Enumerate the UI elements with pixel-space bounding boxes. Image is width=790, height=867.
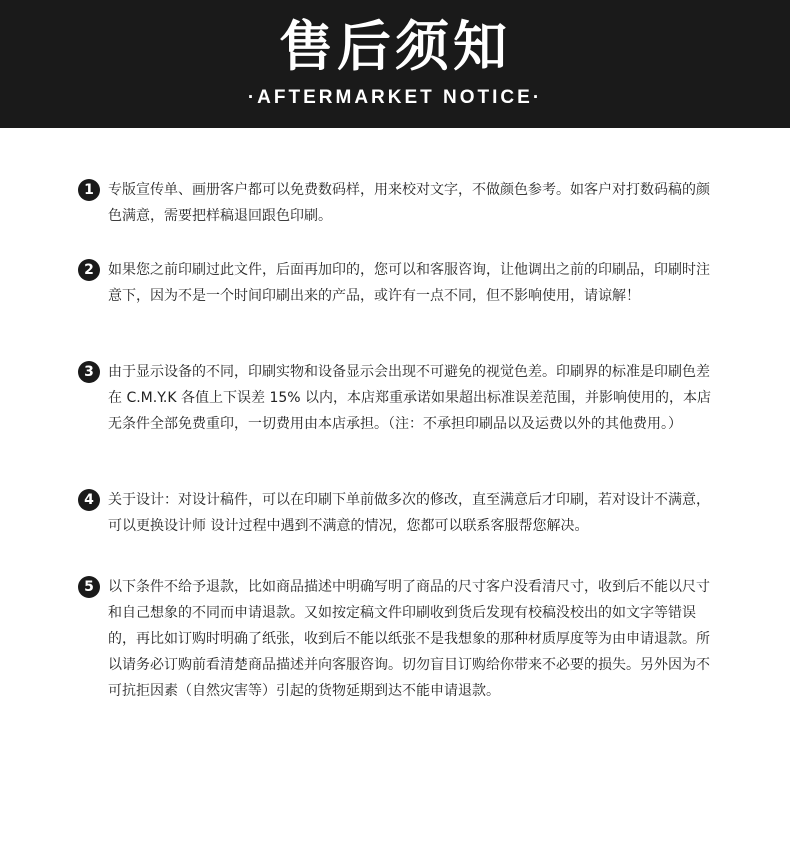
notice-text-4: 关于设计：对设计稿件，可以在印刷下单前做多次的修改，直至满意后才印刷，若对设计不满意，可以更换设计师 设计过程中遇到不满意的情况，您都可以联系客服帮您解决。 bbox=[108, 492, 710, 534]
notice-text-1: 专版宣传单、画册客户都可以免费数码样，用来校对文字，不做颜色参考。如客户对打数码稿的颜色满意，需要把样稿退回跟色印刷。 bbox=[108, 182, 710, 224]
notice-text-5: 以下条件不给予退款，比如商品描述中明确写明了商品的尺寸客户没看清尺寸，收到后不能以尺寸和自己想象的不同而申请退款。又如按定稿文件印刷收到货后发现有校稿没校出的如文字等错误的，再比如订购时明确了纸张，收到后不能以纸张不是我想象的那种材质厚度等为由申请退款。所以请务必订购前看清楚商品描述并向客服咨询。切勿盲目订购给你带来不必要的损失。另外因为不可抗拒因素（自然灾害等）引起的货物延期到达不能申请退款。 bbox=[108, 579, 710, 699]
page-title: 售后须知 bbox=[279, 15, 511, 78]
number-badge-5: 5 bbox=[78, 576, 100, 598]
notice-text-3: 由于显示设备的不同，印刷实物和设备显示会出现不可避免的视觉色差。印刷界的标准是印刷色差在 C.M.Y.K 各值上下误差 15% 以内，本店郑重承诺如果超出标准误差范围，并影响使用的，本店无条件全部免费重印，一切费用由本店承担。（注：不承担印刷品以及运费以外的其他费用。） bbox=[108, 364, 712, 432]
header-banner bbox=[0, 0, 790, 128]
number-badge-2: 2 bbox=[78, 259, 100, 281]
number-badge-4: 4 bbox=[78, 489, 100, 511]
number-badge-3: 3 bbox=[78, 361, 100, 383]
page-subtitle: ·AFTERMARKET NOTICE· bbox=[247, 87, 543, 108]
notice-text-2: 如果您之前印刷过此文件，后面再加印的，您可以和客服咨询，让他调出之前的印刷品，印刷时注意下，因为不是一个时间印刷出来的产品，或许有一点不同，但不影响使用，请谅解！ bbox=[108, 262, 710, 304]
number-badge-1: 1 bbox=[78, 179, 100, 201]
